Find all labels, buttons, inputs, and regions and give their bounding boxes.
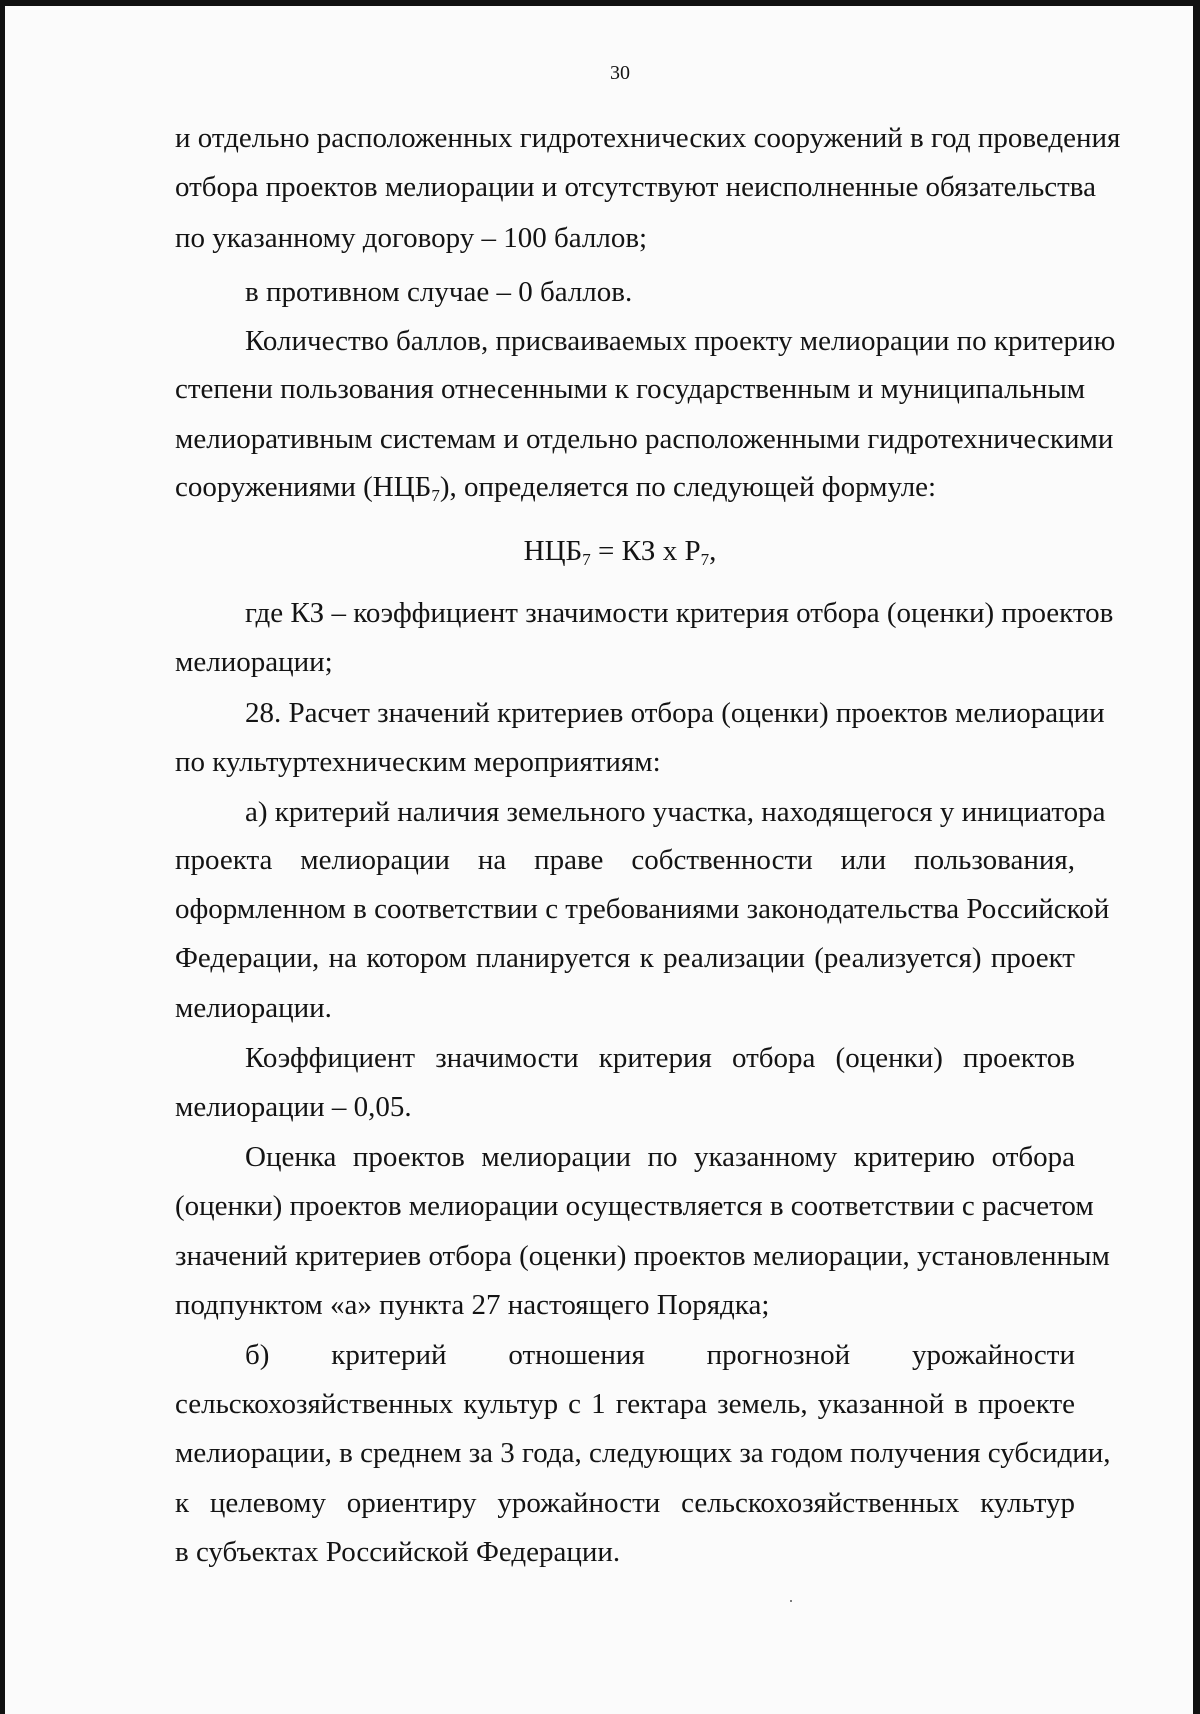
text-line: значений критериев отбора (оценки) проектов мелиорации, установленным xyxy=(175,1240,1110,1272)
text-line: степени пользования отнесенными к государственным и муниципальным xyxy=(175,373,1086,405)
formula: $НЦБ_7$ = КЗ х $Р_7$, xyxy=(523,535,717,569)
text-line: мелиорации, в среднем за 3 года, следующих за годом получения субсидии, xyxy=(175,1437,1111,1469)
text-line: отбора проектов мелиорации и отсутствуют неисполненные обязательства xyxy=(175,171,1096,203)
text-line: к целевому ориентиру урожайности сельскохозяйственных культур xyxy=(175,1487,1075,1519)
text-line: Коэффициент значимости критерия отбора (оценки) проектов xyxy=(245,1042,1075,1074)
page-number: 30 xyxy=(610,62,630,84)
text-line: мелиорации – 0,05. xyxy=(175,1091,412,1123)
scan-border-right xyxy=(1193,0,1200,1714)
text-line: а) критерий наличия земельного участка, находящегося у инициатора xyxy=(245,796,1106,828)
text-line: мелиоративным системам и отдельно расположенными гидротехническими xyxy=(175,423,1114,455)
text-line: проекта мелиорации на праве собственности или пользования, xyxy=(175,844,1075,876)
text-line: оформленном в соответствии с требованиями законодательства Российской xyxy=(175,893,1110,925)
text-line: в субъектах Российской Федерации. xyxy=(175,1536,621,1568)
text-line: сельскохозяйственных культур с 1 гектара земель, указанной в проекте xyxy=(175,1388,1075,1420)
text-line: по указанному договору – 100 баллов; xyxy=(175,222,648,254)
text-line: мелиорации. xyxy=(175,992,332,1024)
text-line: б) критерий отношения прогнозной урожайности xyxy=(245,1339,1075,1371)
text-line: Количество баллов, присваиваемых проекту мелиорации по критерию xyxy=(245,325,1116,357)
scan-speck xyxy=(790,1600,792,1602)
text-line: мелиорации; xyxy=(175,646,333,678)
text-line: сооружениями $(НЦБ_7)$, определяется по следующей формуле: xyxy=(175,471,937,505)
text-line: и отдельно расположенных гидротехнических сооружений в год проведения xyxy=(175,122,1121,154)
text-line: в противном случае – 0 баллов. xyxy=(245,276,633,308)
text-line: 28. Расчет значений критериев отбора (оценки) проектов мелиорации xyxy=(245,697,1105,729)
scan-border-left xyxy=(0,0,5,1714)
text-line: где КЗ – коэффициент значимости критерия отбора (оценки) проектов xyxy=(245,597,1114,629)
text-line: Федерации, на котором планируется к реализации (реализуется) проект xyxy=(175,942,1075,974)
text-line: по культуртехническим мероприятиям: xyxy=(175,746,661,778)
text-line: Оценка проектов мелиорации по указанному критерию отбора xyxy=(245,1141,1075,1173)
scan-border-top xyxy=(0,0,1200,6)
text-line: подпунктом «а» пункта 27 настоящего Порядка; xyxy=(175,1289,770,1321)
text-line: (оценки) проектов мелиорации осуществляется в соответствии с расчетом xyxy=(175,1190,1094,1222)
